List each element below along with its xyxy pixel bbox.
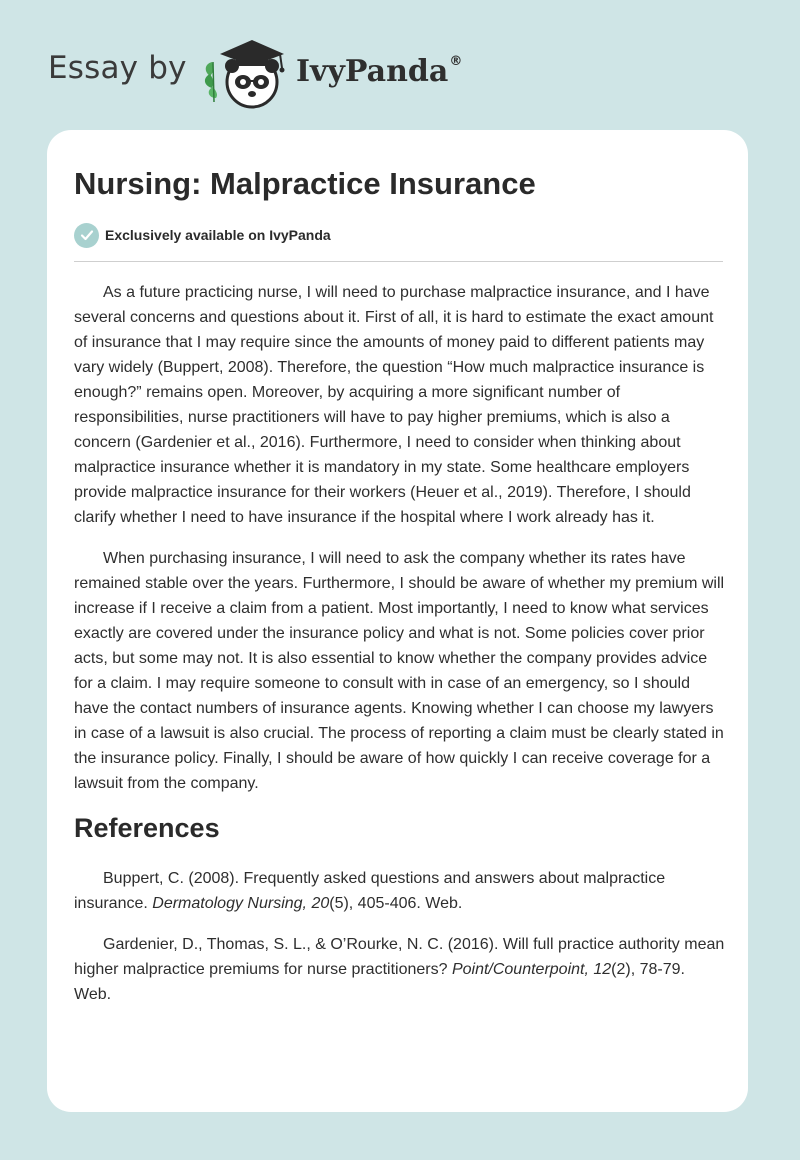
ivypanda-logo-icon[interactable] (200, 32, 296, 110)
reference-text: Gardenier, D., Thomas, S. L., & O’Rourke, N. C. (2016). Will full practice authority mean higher malpractice premiums for nurse practitioners? (74, 936, 725, 978)
exclusive-badge-label: Exclusively available on IvyPanda (105, 227, 331, 243)
divider (74, 261, 723, 262)
paragraph: As a future practicing nurse, I will need to purchase malpractice insurance, and I have several concerns and questions about it. First of all, it is hard to estimate the exact amount of insurance that I may require since the amounts of money paid to different patients may vary widely (Buppert, 2008). Therefore, the question “How much malpractice insurance is enough?” remains open. Moreover, by acquiring a more significant number of responsibilities, nurse practitioners will have to pay higher premiums, which is also a concern (Gardenier et al., 2016). Furthermore, I need to consider when thinking about malpractice insurance whether it is mandatory in my state. Some healthcare employers provide malpractice insurance for their workers (Heuer et al., 2019). Therefore, I should clarify whether I need to have insurance if the hospital where I work already has it. (74, 284, 714, 526)
reference-text: Buppert, C. (2008). Frequently asked questions and answers about malpractice insurance. (74, 870, 666, 912)
reference-journal: Point/Counterpoint, 12 (451, 961, 612, 978)
essay-by-label: Essay by (48, 50, 187, 86)
references-heading: References (74, 813, 220, 843)
essay-card (47, 130, 748, 1112)
reference-text: (2), 78-79. Web. (74, 961, 685, 1003)
essay-body (74, 280, 726, 1023)
registered-mark: ® (449, 54, 463, 69)
exclusive-badge (74, 222, 331, 248)
reference-item (74, 932, 726, 1007)
brand-name[interactable] (296, 54, 462, 89)
site-header (0, 0, 800, 130)
essay-title: Nursing: Malpractice Insurance (74, 166, 536, 201)
reference-journal: Dermatology Nursing, 20 (152, 895, 330, 912)
reference-item (74, 866, 726, 916)
reference-text: (5), 405-406. Web. (329, 895, 463, 912)
paragraph: When purchasing insurance, I will need to ask the company whether its rates have remained stable over the years. Furthermore, I should be aware of whether my premium will increase if I receive a claim from a patient. Most importantly, I need to know what services exactly are covered under the insurance policy and what is not. Some policies cover prior acts, but some may not. It is also essential to know whether the company provides advice for a claim. I may require someone to consult with in case of an emergency, so I should have the contact numbers of insurance agents. Knowing whether I can choose my lawyers in case of a lawsuit is also crucial. The process of reporting a claim must be clearly stated in the insurance policy. Finally, I should be aware of how quickly I can receive coverage for a lawsuit from the company. (74, 550, 725, 792)
check-icon (74, 223, 99, 248)
brand-text: IvyPanda (296, 54, 449, 89)
